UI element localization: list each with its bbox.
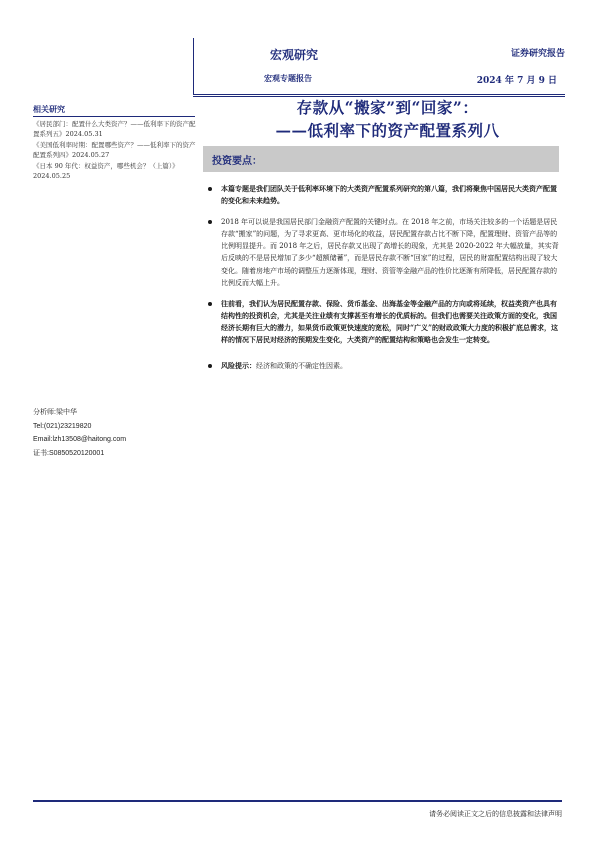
key-points-label: 投资要点： <box>212 156 262 167</box>
header-rule <box>193 94 565 95</box>
related-research-title: 相关研究 <box>33 104 65 114</box>
risk-warning <box>208 360 560 372</box>
key-point-text: 2018 年可以说是我国居民部门金融资产配置的关键时点。在 2018 年之前，市场关注较多的一个话题是居民存款“搬家”的问题，为了寻求更高、更市场化的收益，居民配置存款占比不断下降，配置理财、资管产品等的比例明显提升。而 2018 年之后，居民存款又出现了高增长的现象，尤其是 2020-2022 年大幅放量，其实背后反映的不是居民增加了多少“超额储蓄”，而是居民存款不断“回家”的过程，居民的财富配置结构出现了较大变化。随着房地产市场的调整压力逐渐体现，理财、资管等金融产品的性价比逐渐有所降低，居民配置存款的比例反而大幅上升。 <box>221 218 559 287</box>
report-title-line2: ——低利率下的资产配置系列八 <box>275 121 500 140</box>
analyst-name: 分析师:梁中华 <box>33 409 77 416</box>
analyst-email[interactable]: Email:lzh13508@haitong.com <box>33 436 127 443</box>
report-type: 宏观专题报告 <box>264 73 312 83</box>
key-points-bar <box>203 146 559 172</box>
related-item[interactable]: 《美国低利率时期：配置哪些资产？——低利率下的资产配置系列四》2024.05.27 <box>33 141 196 159</box>
bullet-icon <box>208 302 212 306</box>
header-report-label: 证券研究报告 <box>510 49 565 59</box>
bullet-icon <box>208 364 212 368</box>
report-date: 2024 年 7 月 9 日 <box>476 76 557 86</box>
related-item[interactable]: 《居民部门：配置什么大类资产？——低利率下的资产配置系列五》2024.05.31 <box>33 120 196 138</box>
analyst-block <box>33 406 126 460</box>
key-points-list <box>208 183 560 381</box>
header-title: 宏观研究 <box>270 48 319 62</box>
risk-text: 经济和政策的不确定性因素。 <box>256 362 347 371</box>
report-title-line1: 存款从“搬家”到“回家”： <box>296 98 479 117</box>
analyst-tel: Tel:(021)23219820 <box>33 422 92 430</box>
key-point <box>208 216 560 289</box>
key-point <box>208 183 560 207</box>
footer-rule <box>33 800 562 802</box>
risk-label: 风险提示： <box>221 361 256 371</box>
header-vertical-rule <box>193 38 194 94</box>
key-point <box>208 298 560 346</box>
sidebar-rule <box>33 116 195 117</box>
analyst-cert: 证书:S0850520120001 <box>33 449 105 457</box>
report-title <box>210 96 565 142</box>
related-item[interactable]: 《日本 90 年代：权益资产，哪些机会？（上篇）》2024.05.25 <box>33 162 179 180</box>
bullet-icon <box>208 220 212 224</box>
bullet-icon <box>208 187 212 191</box>
key-point-text: 往前看，我们认为居民配置存款、保险、货币基金、出海基金等金融产品的方向或将延续，权益类资产也具有结构性的投资机会，尤其是关注业绩有支撑甚至有增长的优质标的。但我们也需要关注政策方面的变化，我国经济长期有巨大的潜力，如果货币政策更快速度的宽松，同时“广义”的财政政策大力度的积极扩底总需求，这样的情况下居民对经济的预期发生变化，大类资产的配置结构和策略也会发生一定转变。 <box>221 298 559 345</box>
key-point-text: 本篇专题是我们团队关于低利率环境下的大类资产配置系列研究的第八篇，我们将聚焦中国居民大类资产配置的变化和未来趋势。 <box>221 184 557 206</box>
footer-disclaimer: 请务必阅读正文之后的信息披露和法律声明 <box>429 810 562 818</box>
related-research-list <box>33 119 201 182</box>
